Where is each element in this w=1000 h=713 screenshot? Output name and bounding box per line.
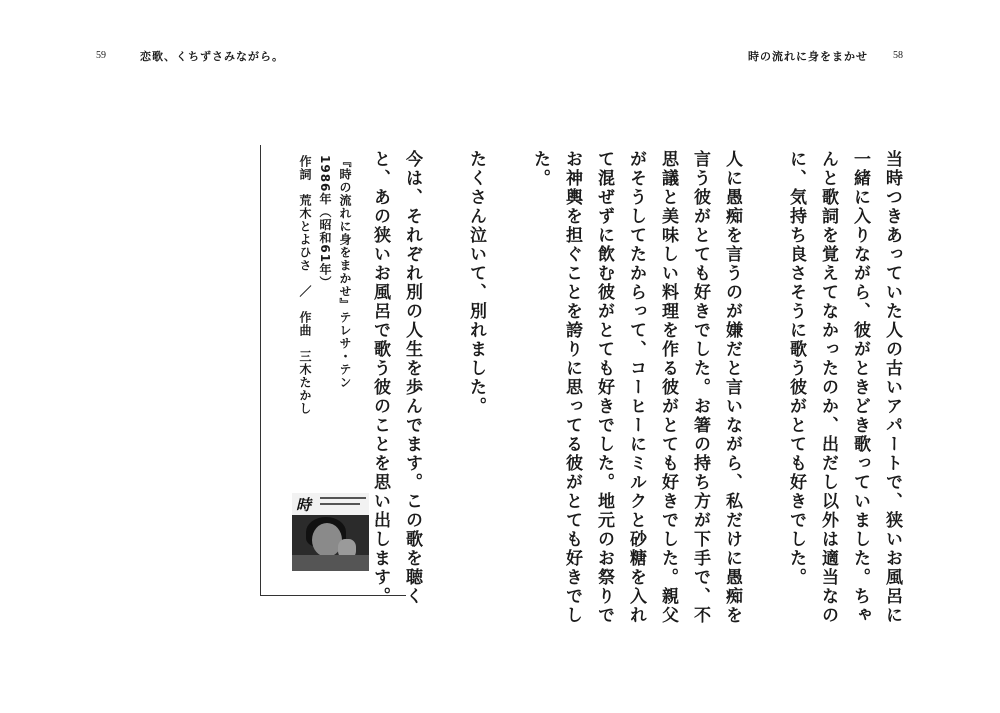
paragraph-4: 今は、それぞれ別の人生を歩んでます。この歌を聴くと、あの狭いお風呂で歌う彼のことを思い出します。 (370, 150, 422, 606)
song-title-line: 『時の流れに身をまかせ』テレサ・テン (338, 155, 352, 389)
paragraph-2: 人に愚痴を言うのが嫌だと言いながら、私だけに愚痴を言う彼がとても好きでした。お箸の持ち方が下手で、不思議と美味しい料理を作る彼がとても好きでした。親父がそうしてたからって、コーヒーにミルクと砂糖を入れて混ぜずに飲む彼がとても好きでした。地元のお祭りでお神輿を担ぐことを誇りに思ってる彼がとても好きでした。 (530, 150, 742, 625)
cover-subtitle-mark-2 (320, 503, 360, 505)
release-year-line: 1986年（昭和61年） (318, 155, 332, 290)
cover-subtitle-mark (320, 497, 366, 499)
cover-logo: 時 (296, 496, 312, 514)
right-page-number: 58 (893, 50, 903, 61)
record-cover-image (292, 493, 369, 571)
lyricist-composer-line: 作詞 荒木とよひさ ／ 作曲 三木たかし (298, 155, 312, 415)
paragraph-3: たくさん泣いて、別れました。 (466, 150, 486, 416)
body-text (370, 150, 940, 630)
paragraph-1: 当時つきあっていた人の古いアパートで、狭いお風呂に一緒に入りながら、彼がときどき歌っていました。ちゃんと歌詞を覚えてなかったのか、出だし以外は適当なのに、気持ち良さそうに歌う彼がとても好きでした。 (786, 150, 902, 625)
right-running-title: 時の流れに身をまかせ (748, 50, 868, 63)
cover-portrait-table (292, 555, 369, 571)
song-credits (295, 155, 355, 455)
left-running-title: 恋歌、くちずさみながら。 (140, 50, 284, 63)
left-page-number: 59 (96, 50, 106, 61)
